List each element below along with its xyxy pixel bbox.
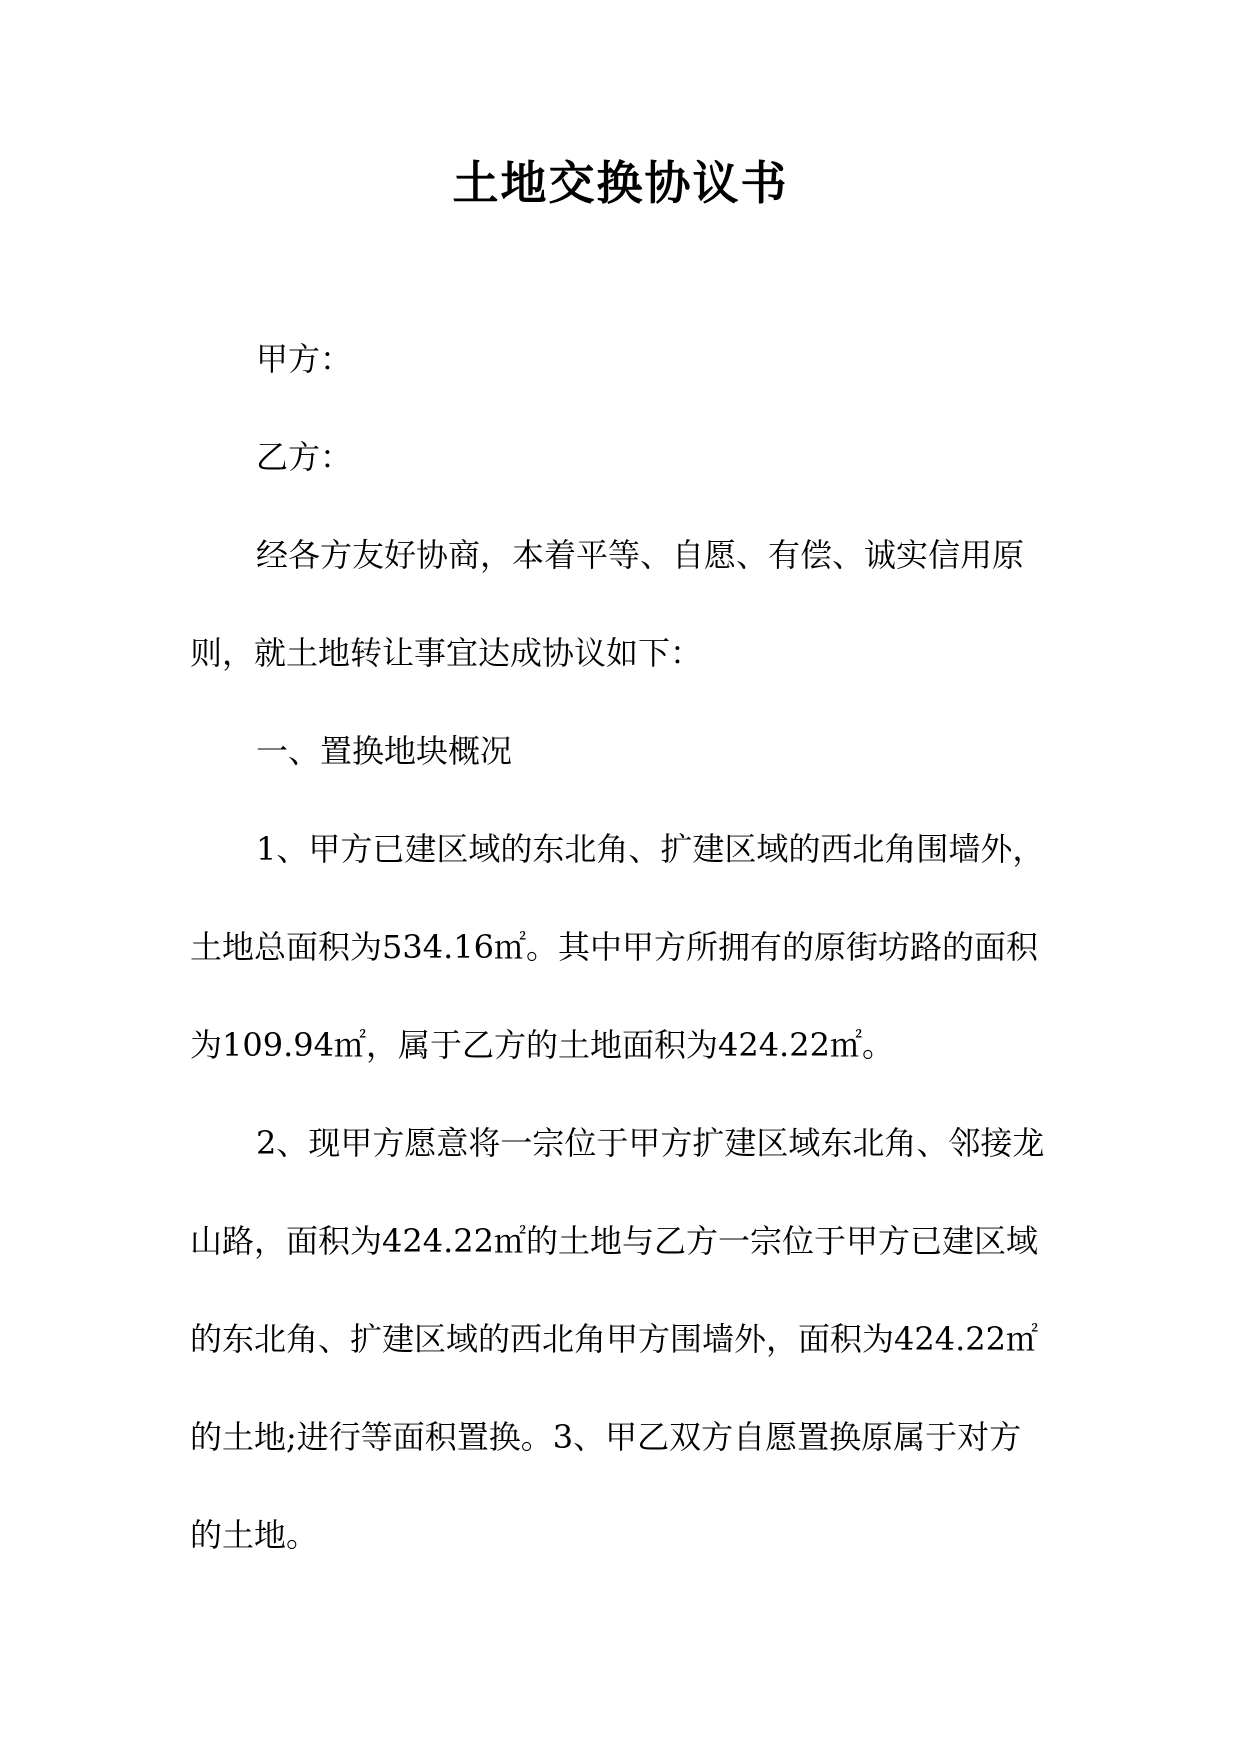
document-body — [190, 310, 1050, 1584]
document-title: 土地交换协议书 — [452, 156, 789, 210]
preamble-paragraph: 经各方友好协商，本着平等、自愿、有偿、诚实信用原则，就土地转让事宜达成协议如下： — [190, 536, 1025, 672]
clause-2-paragraph: 2、现甲方愿意将一宗位于甲方扩建区域东北角、邻接龙山路，面积为424.22㎡的土地与乙方一宗位于甲方已建区域的东北角、扩建区域的西北角甲方围墙外，面积为424.22㎡的土地;进行等面积置换。3、甲乙双方自愿置换原属于对方的土地。 — [190, 1124, 1045, 1554]
clause-1-paragraph: 1、甲方已建区域的东北角、扩建区域的西北角围墙外，土地总面积为534.16㎡。其中甲方所拥有的原街坊路的面积为109.94㎡，属于乙方的土地面积为424.22㎡。 — [190, 830, 1045, 1064]
section-heading: 一、置换地块概况 — [256, 732, 513, 770]
party-a-line: 甲方： — [256, 340, 353, 378]
party-b-line: 乙方： — [256, 438, 353, 476]
